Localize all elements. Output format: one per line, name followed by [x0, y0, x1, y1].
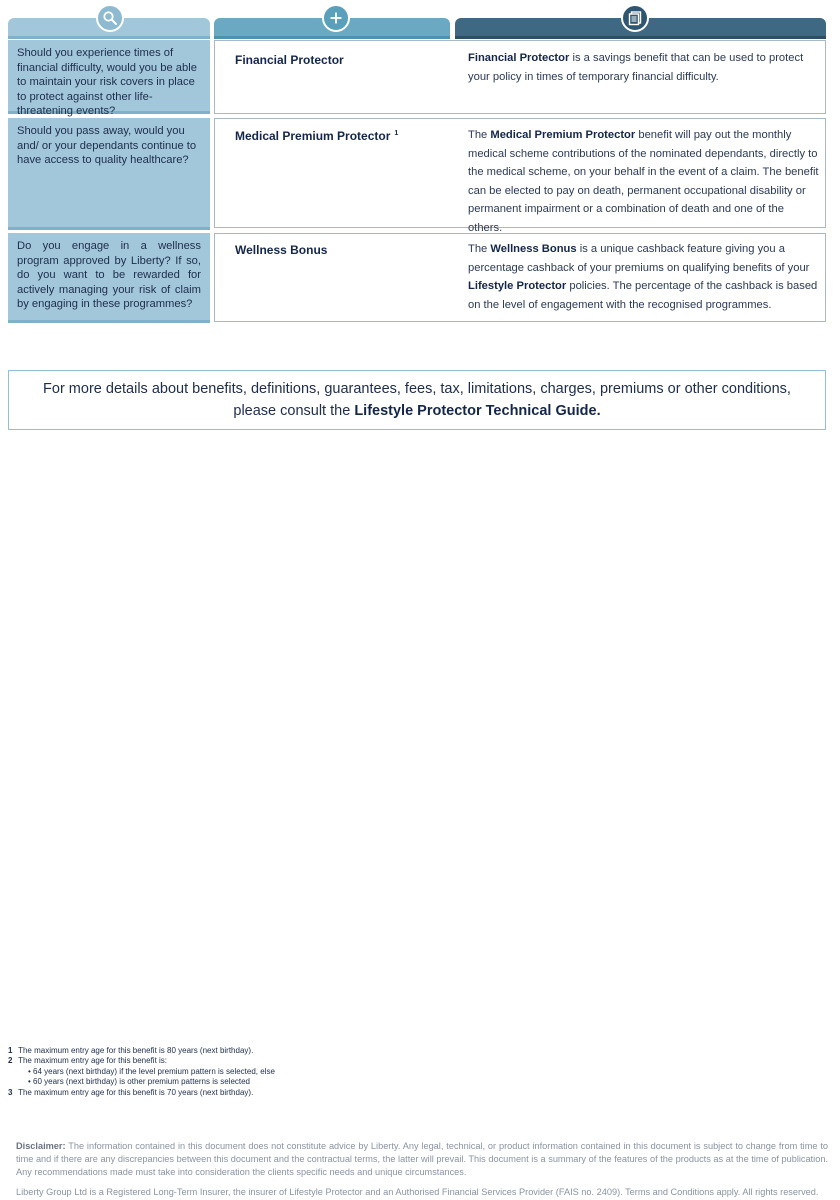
document-icon [621, 4, 649, 32]
header-underline [214, 36, 450, 39]
question-cell: Do you engage in a wellness program approved by Liberty? If so, do you want to be rewarded for actively managing your risk of claim by engaging in these programmes? [8, 233, 210, 323]
footnote-3: 3 The maximum entry age for this benefit is 70 years (next birthday). [8, 1087, 254, 1097]
benefit-description: The Wellness Bonus is a unique cashback feature giving you a percentage cashback of your premiums on qualifying benefits of your Lifestyle Protector policies. The percentage of the cashback is based on the level of engagement with the recognised programmes. [468, 243, 818, 311]
question-cell: Should you pass away, would you and/ or your dependants continue to have access to quality healthcare? [8, 118, 210, 230]
footnote-1: 1 The maximum entry age for this benefit is 80 years (next birthday). [8, 1046, 254, 1055]
disclaimer: Disclaimer: The information contained in this document does not constitute advice by Liberty. Any legal, technical, or product information contained in this document is subject to change from time to time and if there are any discrepancies between this document and the contractual terms, the latter will prevail. This document is a summary of the features of the products as at the time of publication. Any recommendations made must take into consideration the clients specific needs and unique circumstances. [16, 1141, 828, 1177]
details-line-1: For more details about benefits, definitions, guarantees, fees, tax, limitations, charges, premiums or other conditions, [43, 381, 791, 397]
more-details-box [8, 370, 826, 430]
footnote-2b: • 60 years (next birthday) is other premium patterns is selected [28, 1077, 251, 1087]
benefit-box [214, 118, 826, 234]
footnotes [8, 1046, 708, 1098]
details-line-2: please consult the Lifestyle Protector Technical Guide. [233, 403, 601, 419]
benefit-box [214, 40, 826, 114]
benefit-description: The Medical Premium Protector benefit will pay out the monthly medical scheme contributions of the nominated dependants, directly to the medical scheme, on your behalf in the event of a claim. The benefit can be elected to pay on death, permanent occupational disability or permanent impairment or a combination of death and one of the others. [468, 129, 819, 234]
header-underline [8, 36, 210, 39]
benefit-name: Financial Protector [235, 53, 344, 67]
table-header [0, 0, 840, 40]
legal-notice: Liberty Group Ltd is a Registered Long-Term Insurer, the insurer of Lifestyle Protector and an Authorised Financial Services Provider (FAIS no. 2409). Terms and Conditions apply. All rights reserved. [16, 1187, 819, 1197]
plus-icon [322, 4, 350, 32]
footnote-2: 2 The maximum entry age for this benefit is: [8, 1056, 168, 1066]
question-cell: Should you experience times of financial difficulty, would you be able to maintain your risk covers in place to protect against other life-threatening events? [8, 40, 210, 114]
benefit-name: Medical Premium Protector $^1$ [235, 129, 399, 143]
header-underline [455, 36, 826, 39]
footnote-marker: 1 [394, 130, 399, 137]
disclaimer-label: Disclaimer: [16, 1141, 66, 1151]
footnote-2a: • 64 years (next birthday) if the level premium pattern is selected, else [28, 1066, 275, 1076]
technical-guide-link: Lifestyle Protector Technical Guide. [354, 403, 601, 419]
search-icon [96, 4, 124, 32]
benefit-name: Wellness Bonus [235, 243, 328, 257]
benefit-description: Financial Protector is a savings benefit that can be used to protect your policy in times of temporary financial difficulty. [468, 52, 804, 83]
benefit-box [214, 233, 826, 322]
